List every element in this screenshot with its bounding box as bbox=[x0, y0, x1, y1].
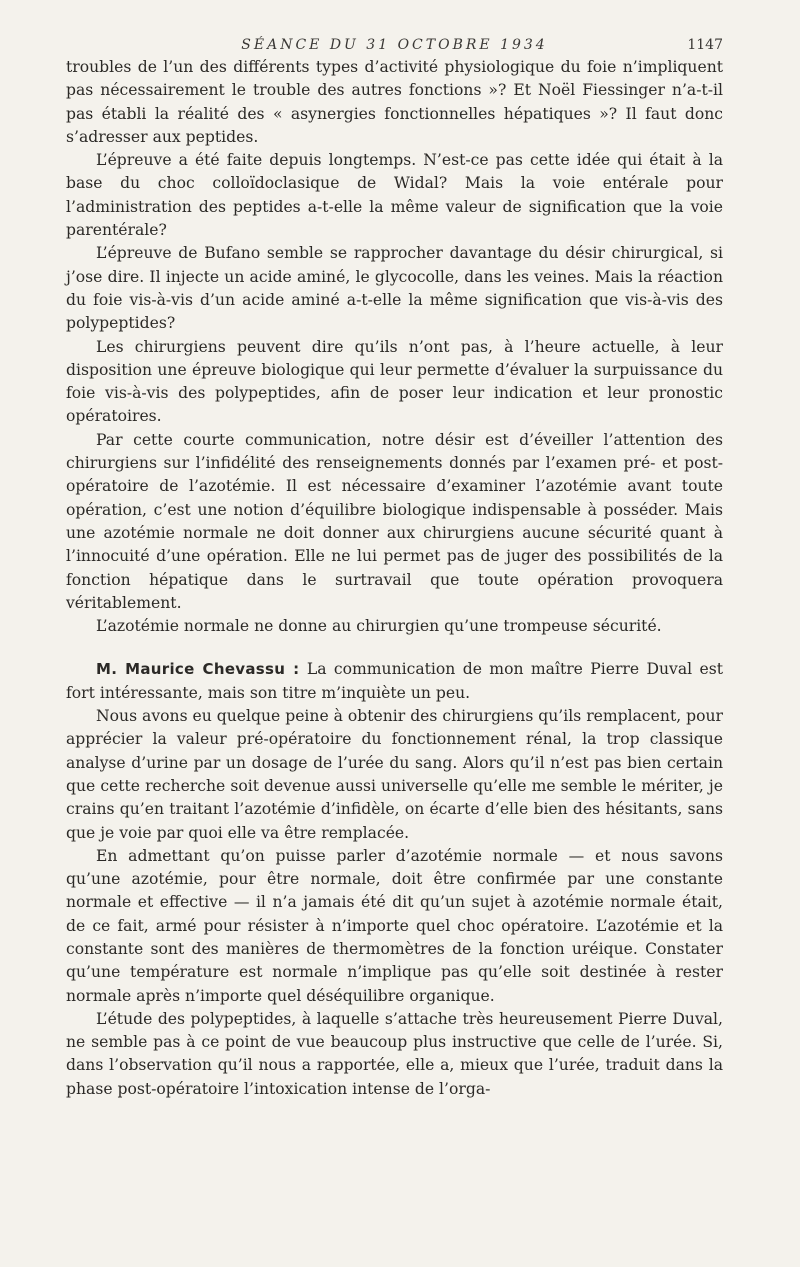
speaker-name: M. Maurice Chevassu : bbox=[96, 660, 300, 679]
paragraph: L’azotémie normale ne donne au chirurgien qu’une trompeuse sécurité. bbox=[96, 617, 662, 636]
paragraph: En admettant qu’on puisse parler d’azotémie normale — et nous savons qu’une azotémie, pour être normale, doit être confirmée par une constante normale et effective — il n’a jamais été dit qu’un sujet à azotémie normale était, de ce fait, armé pour résister à n’importe quel choc opératoire. L’azotémie et la constante sont des manières de thermomètres de la fonction uréique. Constater qu’une température est normale n’implique pas qu’elle soit destinée à rester normale après n’importe quel déséquilibre organique. bbox=[66, 846, 723, 1005]
paragraph: Nous avons eu quelque peine à obtenir des chirurgiens qu’ils remplacent, pour apprécier la valeur pré-opératoire du fonctionnement rénal, la trop classique analyse d’urine par un dosage de l’urée du sang. Alors qu’il n’est pas bien certain que cette recherche soit devenue aussi universelle qu’elle me semble le mériter, je crains qu’en traitant l’azotémie d’infidèle, on écarte d’elle bien des hésitants, sans que je voie par quoi elle va être remplacée. bbox=[66, 707, 723, 842]
paragraph: Les chirurgiens peuvent dire qu’ils n’ont pas, à l’heure actuelle, à leur disposition une épreuve biologique qui leur permette d’évaluer la surpuissance du foie vis-à-vis des polypeptides, afin de poser leur indication et leur pronostic opératoires. bbox=[66, 337, 723, 426]
speaker-paragraph bbox=[66, 658, 723, 705]
running-header bbox=[66, 0, 723, 56]
paragraph: L’étude des polypeptides, à laquelle s’attache très heureusement Pierre Duval, ne semble pas à ce point de vue beaucoup plus instructive que celle de l’urée. Si, dans l’observation qu’il nous a rapportée, elle a, mieux que l’urée, traduit dans la phase post-opératoire l’intoxication intense de l’orga- bbox=[66, 1009, 723, 1098]
paragraph: L’épreuve a été faite depuis longtemps. N’est-ce pas cette idée qui était à la base du choc colloïdoclasique de Widal? Mais la voie entérale pour l’administration des peptides a-t-elle la même valeur de signification que la voie parentérale? bbox=[66, 151, 723, 240]
running-title: SÉANCE DU 31 OCTOBRE 1934 bbox=[241, 37, 548, 53]
body-text bbox=[66, 56, 723, 1101]
speaker-text: La communication de mon maître Pierre Duval est fort intéressante, mais son titre m’inquiète un peu. bbox=[66, 660, 723, 702]
paragraph-continuation: troubles de l’un des différents types d’activité physiologique du foie n’impliquent pas nécessairement le trouble des autres fonctions »? Et Noël Fiessinger n’a-t-il pas établi la réalité des « asynergies fonctionnelles hépatiques »? Il faut donc s’adresser aux peptides. bbox=[66, 58, 723, 146]
paragraph: Par cette courte communication, notre désir est d’éveiller l’attention des chirurgiens sur l’infidélité des renseignements donnés par l’examen pré- et post-opératoire de l’azotémie. Il est nécessaire d’examiner l’azotémie avant toute opération, c’est une notion d’équilibre biologique indispensable à posséder. Mais une azotémie normale ne doit donner aux chirurgiens aucune sécurité quant à l’innocuité d’une opération. Elle ne lui permet pas de juger des possibilités de la fonction hépatique dans le surtravail que toute opération provoquera véritablement. bbox=[66, 430, 723, 612]
page bbox=[66, 0, 723, 1101]
paragraph: L’épreuve de Bufano semble se rapprocher davantage du désir chirurgical, si j’ose dire. Il injecte un acide aminé, le glycocolle, dans les veines. Mais la réaction du foie vis-à-vis d’un acide aminé a-t-elle la même signification que vis-à-vis des polypeptides? bbox=[66, 244, 723, 333]
page-number: 1147 bbox=[687, 37, 723, 53]
